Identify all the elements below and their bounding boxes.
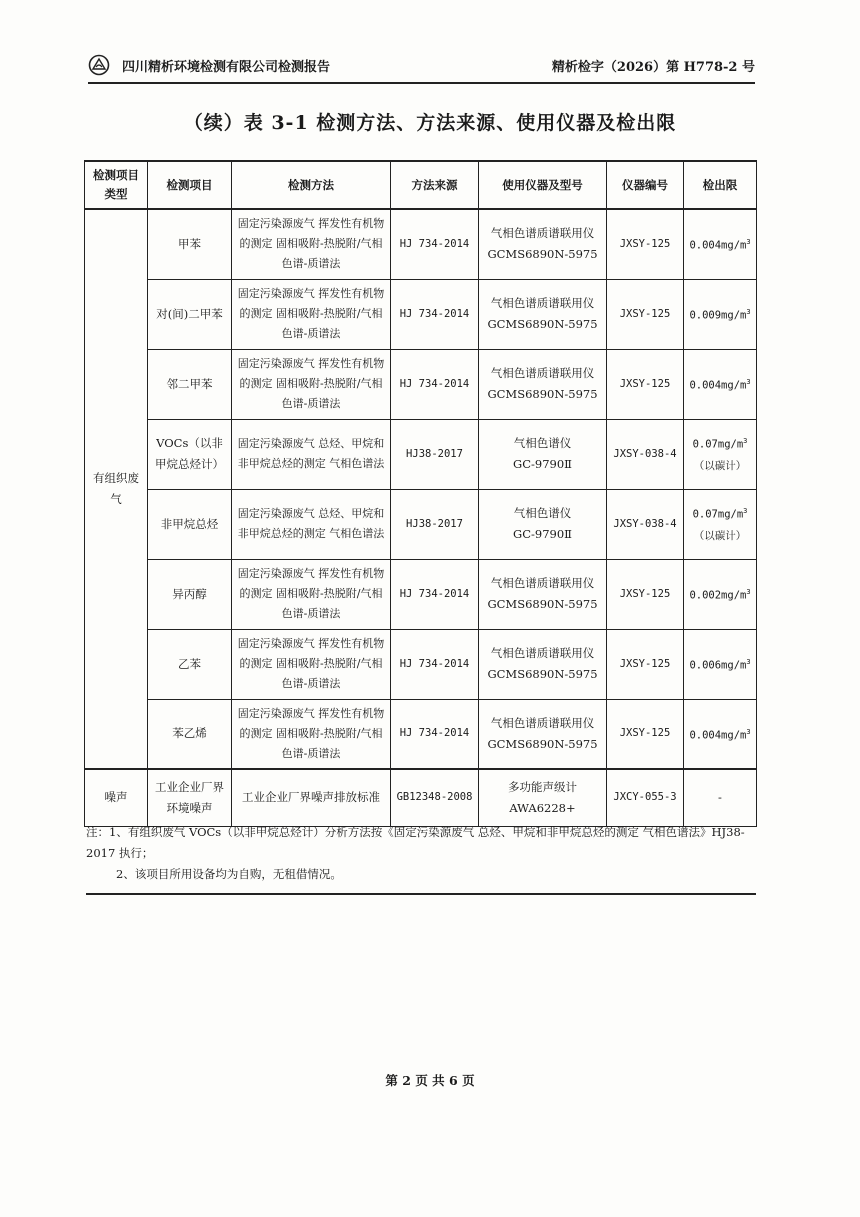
limit-value xyxy=(687,232,753,257)
limit-cell xyxy=(684,699,757,769)
limit-unit-exponent: 3 xyxy=(746,587,751,596)
source-cell: GB12348-2008 xyxy=(391,769,479,826)
report-header xyxy=(88,48,755,84)
instrument-name: 气相色谱质谱联用仪 xyxy=(490,576,595,590)
instrument-model: GC-9790Ⅱ xyxy=(513,457,572,471)
instrument-cell xyxy=(479,489,607,559)
header-cell: 检出限 xyxy=(684,161,757,209)
instrument-model: GCMS6890N-5975 xyxy=(487,317,598,331)
instrument-id-cell: JXCY-055-3 xyxy=(607,769,684,826)
limit-number: 0.002mg/m xyxy=(689,589,747,602)
instrument-model: GCMS6890N-5975 xyxy=(487,387,598,401)
instrument-cell xyxy=(479,559,607,629)
item-cell: 工业企业厂界环境噪声 xyxy=(148,769,232,826)
method-cell: 固定污染源废气 总烃、甲烷和非甲烷总烃的测定 气相色谱法 xyxy=(232,419,391,489)
table-notes xyxy=(86,822,756,895)
table-title: （续）表 3-1 检测方法、方法来源、使用仪器及检出限 xyxy=(183,112,677,134)
instrument-name: 气相色谱质谱联用仪 xyxy=(490,715,595,730)
source-cell: HJ 734-2014 xyxy=(391,209,479,279)
type-cell: 噪声 xyxy=(85,769,148,826)
header-cell: 使用仪器及型号 xyxy=(479,161,607,209)
limit-number: 0.004mg/m xyxy=(689,729,747,741)
table-row xyxy=(85,209,757,279)
method-cell: 固定污染源废气 挥发性有机物的测定 固相吸附-热脱附/气相色谱-质谱法 xyxy=(232,699,391,769)
table-row xyxy=(85,629,757,699)
method-cell: 工业企业厂界噪声排放标准 xyxy=(232,769,391,826)
instrument-id-cell: JXSY-125 xyxy=(607,629,684,699)
limit-note: （以碳计） xyxy=(693,529,747,542)
note-line-1: 注：1、有组织废气 VOCs（以非甲烷总烃计）分析方法按《固定污染源废气 总烃、甲烷和非甲烷总烃的测定 气相色谱法》HJ38-2017 执行； xyxy=(86,825,745,860)
company-name: 四川精析环境检测有限公司检测报告 xyxy=(122,59,331,75)
item-cell: 异丙醇 xyxy=(148,559,232,629)
limit-cell xyxy=(684,489,757,559)
report-number: 精析检字（2026）第 H778-2 号 xyxy=(551,59,755,75)
table-row xyxy=(85,349,757,419)
instrument-id-cell: JXSY-038-4 xyxy=(607,489,684,559)
limit-cell xyxy=(684,629,757,699)
item-cell: 邻二甲苯 xyxy=(148,349,232,419)
limit-value xyxy=(687,501,753,526)
method-cell: 固定污染源废气 挥发性有机物的测定 固相吸附-热脱附/气相色谱-质谱法 xyxy=(232,349,391,419)
item-cell: 甲苯 xyxy=(148,209,232,279)
limit-number: 0.004mg/m xyxy=(689,379,747,392)
table-row-noise xyxy=(85,769,757,826)
instrument-name: 气相色谱质谱联用仪 xyxy=(490,226,595,241)
header-cell: 仪器编号 xyxy=(607,161,684,209)
table-body xyxy=(85,209,757,826)
limit-cell xyxy=(684,559,757,629)
instrument-id-cell: JXSY-038-4 xyxy=(607,419,684,489)
method-cell: 固定污染源废气 挥发性有机物的测定 固相吸附-热脱附/气相色谱-质谱法 xyxy=(232,209,391,279)
source-cell: HJ38-2017 xyxy=(391,489,479,559)
instrument-model: GC-9790Ⅱ xyxy=(513,527,572,541)
source-cell: HJ 734-2014 xyxy=(391,699,479,769)
method-table xyxy=(84,160,757,827)
instrument-name: 气相色谱仪 xyxy=(513,506,572,520)
item-cell: 对(间)二甲苯 xyxy=(148,279,232,349)
limit-unit-exponent: 3 xyxy=(746,727,751,736)
note-line-2: 2、该项目所用设备均为自购，无租借情况。 xyxy=(116,867,342,881)
limit-value xyxy=(687,431,753,456)
instrument-cell xyxy=(479,769,607,826)
header-cell: 检测项目 xyxy=(148,161,232,209)
header-left xyxy=(88,54,330,76)
table-row xyxy=(85,699,757,769)
instrument-name: 气相色谱仪 xyxy=(513,436,572,450)
limit-number: 0.07mg/m xyxy=(692,438,744,451)
page-footer: 第 2 页 共 6 页 xyxy=(385,1073,475,1088)
instrument-id-cell: JXSY-125 xyxy=(607,349,684,419)
limit-value xyxy=(687,372,753,397)
instrument-name: 气相色谱质谱联用仪 xyxy=(490,646,595,660)
limit-unit-exponent: 3 xyxy=(746,307,751,316)
table-row xyxy=(85,489,757,559)
item-cell: 非甲烷总烃 xyxy=(148,489,232,559)
type-cell: 有组织废气 xyxy=(85,209,148,769)
table-row xyxy=(85,279,757,349)
instrument-id-cell: JXSY-125 xyxy=(607,279,684,349)
limit-cell: - xyxy=(684,769,757,826)
instrument-cell xyxy=(479,629,607,699)
limit-number: 0.004mg/m xyxy=(689,239,747,252)
instrument-cell xyxy=(479,209,607,279)
method-cell: 固定污染源废气 挥发性有机物的测定 固相吸附-热脱附/气相色谱-质谱法 xyxy=(232,629,391,699)
instrument-name: 气相色谱质谱联用仪 xyxy=(490,296,595,310)
table-header-row xyxy=(85,161,757,209)
limit-unit-exponent: 3 xyxy=(743,437,748,446)
item-cell: VOCs（以非甲烷总烃计） xyxy=(148,419,232,489)
header-cell: 检测项目类型 xyxy=(85,161,148,209)
method-cell: 固定污染源废气 总烃、甲烷和非甲烷总烃的测定 气相色谱法 xyxy=(232,489,391,559)
limit-value xyxy=(687,302,753,327)
company-logo-icon xyxy=(88,54,110,76)
instrument-cell xyxy=(479,349,607,419)
source-cell: HJ 734-2014 xyxy=(391,559,479,629)
instrument-cell xyxy=(479,419,607,489)
header-cell: 方法来源 xyxy=(391,161,479,209)
item-cell: 苯乙烯 xyxy=(148,699,232,769)
instrument-model: GCMS6890N-5975 xyxy=(487,736,598,751)
limit-cell xyxy=(684,279,757,349)
table-row xyxy=(85,419,757,489)
limit-note: （以碳计） xyxy=(693,459,747,472)
limit-unit-exponent: 3 xyxy=(746,657,751,666)
limit-value xyxy=(687,582,753,607)
table-row xyxy=(85,559,757,629)
limit-number: 0.009mg/m xyxy=(689,309,747,322)
method-cell: 固定污染源废气 挥发性有机物的测定 固相吸附-热脱附/气相色谱-质谱法 xyxy=(232,559,391,629)
instrument-name: 多功能声级计 xyxy=(508,779,577,794)
source-cell: HJ 734-2014 xyxy=(391,349,479,419)
instrument-name: 气相色谱质谱联用仪 xyxy=(490,366,595,380)
source-cell: HJ 734-2014 xyxy=(391,629,479,699)
limit-cell xyxy=(684,349,757,419)
instrument-id-cell: JXSY-125 xyxy=(607,699,684,769)
instrument-model: GCMS6890N-5975 xyxy=(487,667,598,681)
limit-number: 0.006mg/m xyxy=(689,659,747,672)
limit-cell xyxy=(684,419,757,489)
instrument-id-cell: JXSY-125 xyxy=(607,209,684,279)
instrument-id-cell: JXSY-125 xyxy=(607,559,684,629)
header-cell: 检测方法 xyxy=(232,161,391,209)
method-cell: 固定污染源废气 挥发性有机物的测定 固相吸附-热脱附/气相色谱-质谱法 xyxy=(232,279,391,349)
limit-value xyxy=(687,722,753,747)
instrument-model: GCMS6890N-5975 xyxy=(487,597,598,611)
instrument-model: AWA6228+ xyxy=(509,800,576,815)
instrument-cell xyxy=(479,279,607,349)
limit-unit-exponent: 3 xyxy=(746,377,751,386)
limit-cell xyxy=(684,209,757,279)
source-cell: HJ 734-2014 xyxy=(391,279,479,349)
limit-unit-exponent: 3 xyxy=(743,507,748,516)
limit-number: 0.07mg/m xyxy=(692,508,744,521)
item-cell: 乙苯 xyxy=(148,629,232,699)
instrument-model: GCMS6890N-5975 xyxy=(487,247,598,262)
limit-value xyxy=(687,652,753,677)
source-cell: HJ38-2017 xyxy=(391,419,479,489)
limit-unit-exponent: 3 xyxy=(746,238,751,246)
instrument-cell xyxy=(479,699,607,769)
